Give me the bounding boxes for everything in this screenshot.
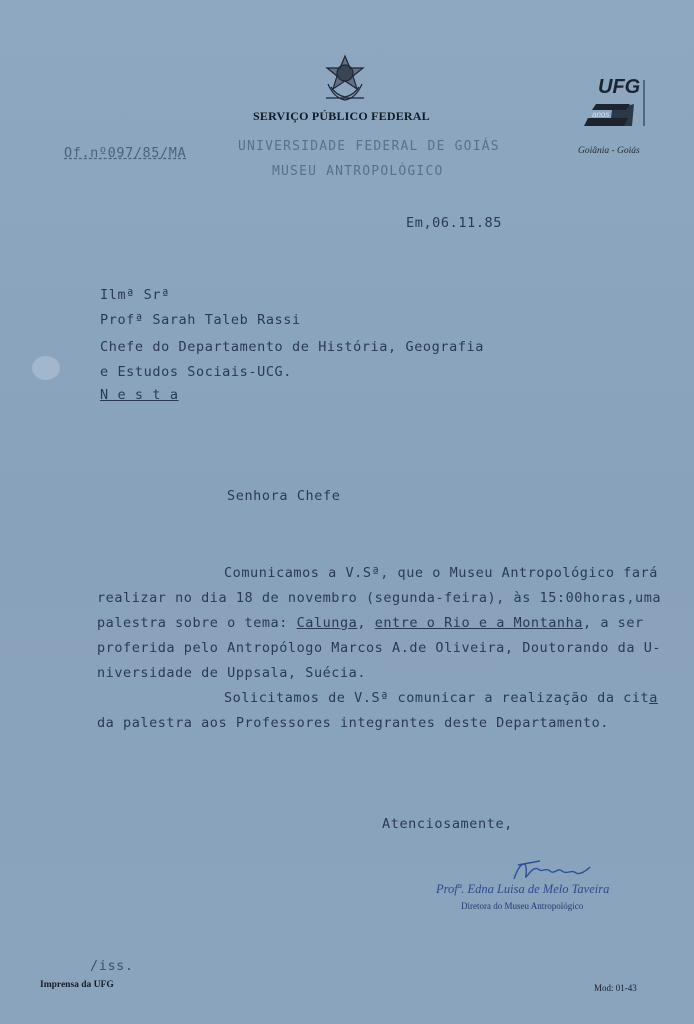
- recipient-role-line1: Chefe do Departamento de História, Geografia: [100, 339, 485, 355]
- body-line-3-c: , a ser: [582, 615, 644, 631]
- closing: Atenciosamente,: [382, 816, 513, 832]
- signatory-title: Diretora do Museu Antropológico: [461, 901, 584, 911]
- recipient-role-line2: e Estudos Sociais-UCG.: [100, 364, 293, 380]
- recipient-name: Profª Sarah Taleb Rassi: [100, 312, 301, 328]
- body-line-6: [224, 690, 658, 706]
- university-stamp: UNIVERSIDADE FEDERAL DE GOIÁS: [238, 139, 500, 154]
- service-title: SERVIÇO PÚBLICO FEDERAL: [253, 109, 430, 123]
- body-line-6-a: Solicitamos de V.Sª comunicar a realização da cit: [224, 690, 650, 706]
- ufg-logo-sub: anos: [592, 110, 610, 119]
- typist-initials: /iss.: [90, 958, 134, 974]
- ufg-logo-text: UFG: [598, 76, 641, 98]
- press-label: Imprensa da UFG: [40, 980, 114, 990]
- body-line-2: realizar no dia 18 de novembro (segunda-feira), às 15:00horas,uma: [97, 590, 662, 606]
- talk-title-part1: Calunga: [296, 615, 358, 631]
- talk-title-part2: entre o Rio e a Montanha: [374, 615, 583, 631]
- recipient-local: N e s t a: [100, 387, 179, 403]
- body-line-7: da palestra aos Professores integrantes deste Departamento.: [97, 715, 609, 731]
- signatory-name: Profª. Edna Luisa de Melo Taveira: [436, 882, 610, 896]
- body-line-3: [97, 615, 644, 631]
- city-label: Goiânia - Goiás: [578, 146, 640, 156]
- coat-of-arms-icon: [322, 54, 368, 108]
- letter-date: Em,06.11.85: [406, 215, 503, 231]
- museum-stamp: MUSEU ANTROPOLÓGICO: [272, 164, 444, 179]
- reference-number: [64, 145, 186, 161]
- body-line-6-b: a: [649, 690, 658, 706]
- body-line-4: proferida pelo Antropólogo Marcos A.de Oliveira, Doutorando da U-: [97, 640, 662, 656]
- punch-hole: [32, 356, 60, 380]
- greeting: Senhora Chefe: [227, 488, 341, 504]
- body-line-5: niversidade de Uppsala, Suécia.: [97, 665, 367, 681]
- ufg-logo: [582, 74, 654, 130]
- body-line-3-a: palestra sobre o tema:: [97, 615, 297, 631]
- recipient-salutation: Ilmª Srª: [100, 287, 170, 303]
- model-code: Mod: 01-43: [594, 983, 637, 993]
- body-line-1: Comunicamos a V.Sª, que o Museu Antropológico fará: [224, 565, 658, 581]
- body-line-3-b: ,: [357, 615, 375, 631]
- reference-text: Of.nº097/85/MA: [64, 145, 187, 161]
